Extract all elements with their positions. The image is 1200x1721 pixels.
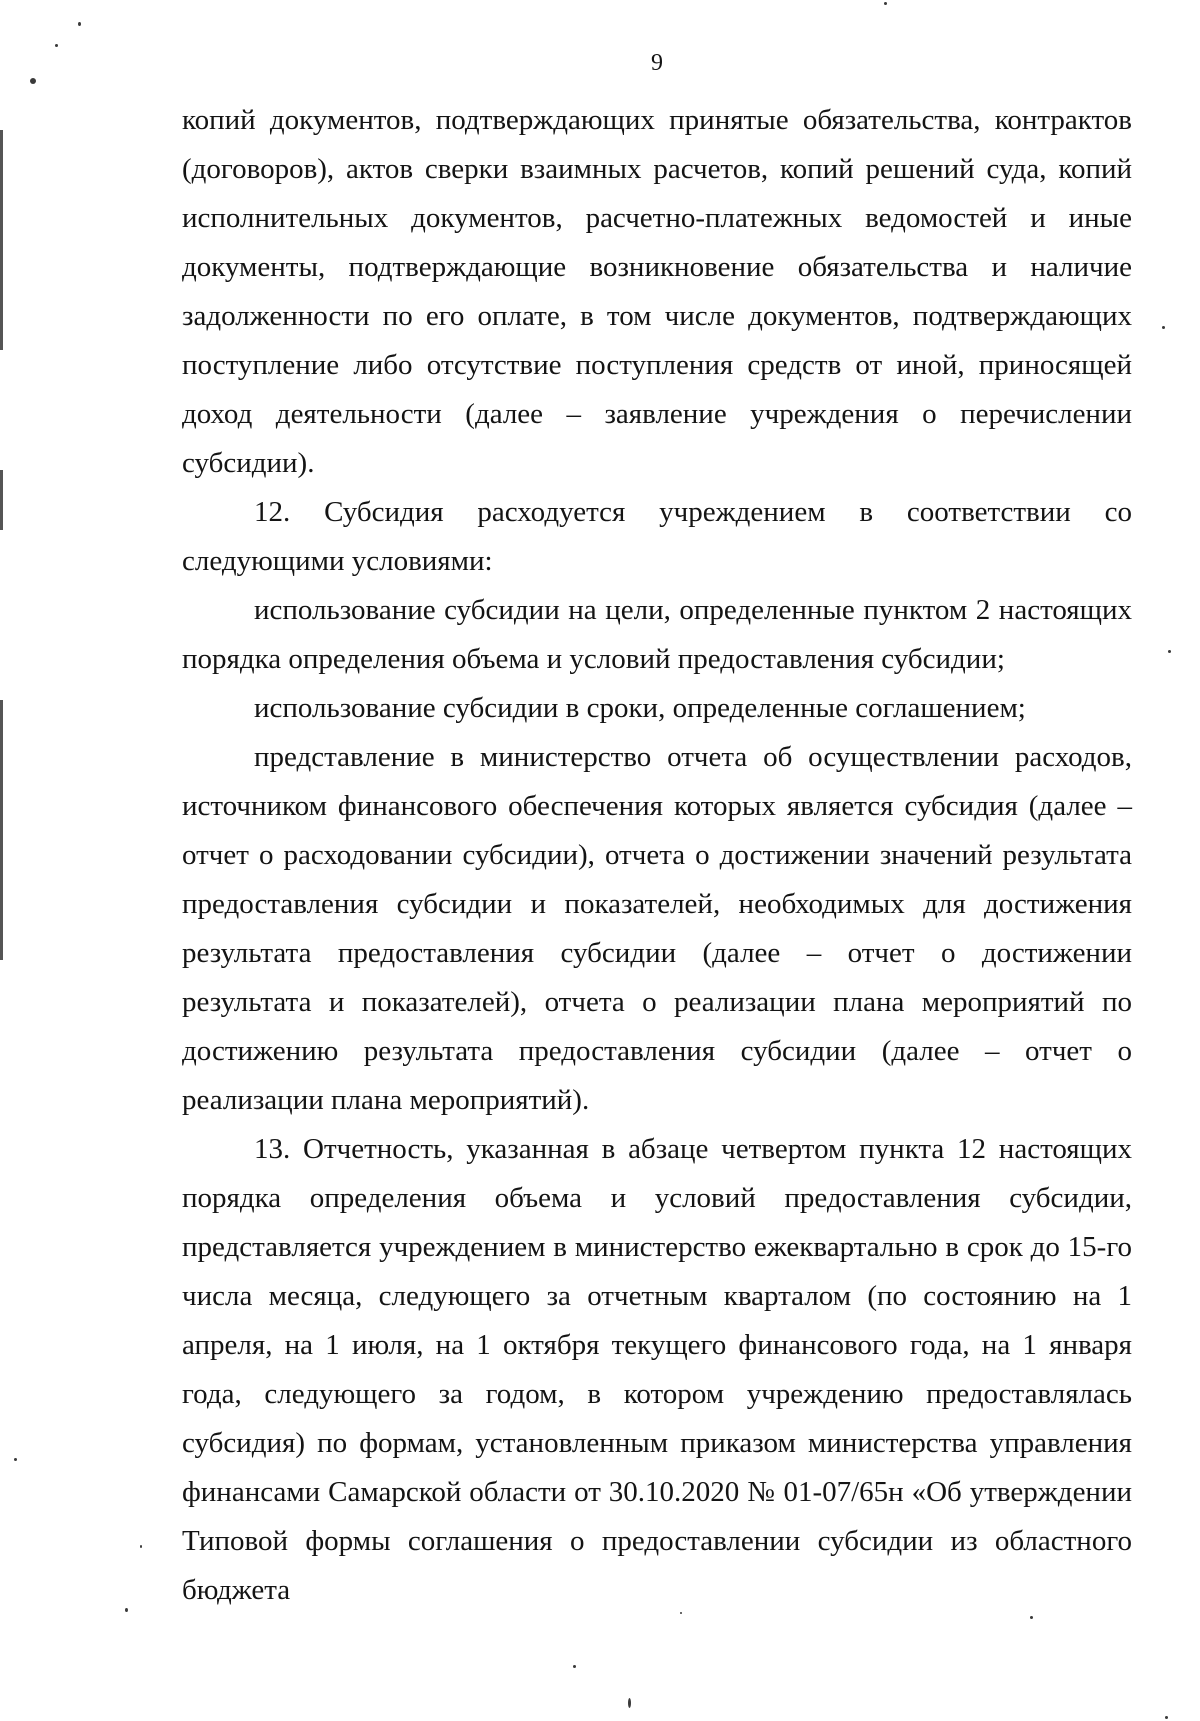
- scan-speck: [140, 1545, 142, 1548]
- paragraph-item-12: 12. Субсидия расходуется учреждением в соответствии со следующими условиями:: [182, 496, 1132, 577]
- scan-edge-mark: [0, 470, 3, 530]
- scan-speck: [125, 1608, 128, 1612]
- scan-speck: [628, 1698, 631, 1708]
- paragraph-continuation: копий документов, подтверждающих принятые обязательства, контрактов (договоров), актов сверки взаимных расчетов, копий решений суда, копий исполнительных документов, расчетно-платежных ведомостей и иные документы, подтверждающие возникновение обязательства и наличие задолженности по его оплате, в том числе документов, подтверждающих поступление либо отсутствие поступления средств от иной, приносящей доход деятельности (далее – заявление учреждения о перечислении субсидии).: [182, 104, 1132, 479]
- paragraph-item-13: 13. Отчетность, указанная в абзаце четвертом пункта 12 настоящих порядка определения объема и условий предоставления субсидии, представляется учреждением в министерство ежеквартально в срок до 15-го числа месяца, следующего за отчетным кварталом (по состоянию на 1 апреля, на 1 июля, на 1 октября текущего финансового года, на 1 января года, следующего за годом, в котором учреждению предоставлялась субсидия) по формам, установленным приказом министерства управления финансами Самарской области от 30.10.2020 № 01-07/65н «Об утверждении Типовой формы соглашения о предоставлении субсидии из областного бюджета: [182, 1133, 1132, 1606]
- scan-speck: [573, 1665, 576, 1668]
- scan-edge-mark: [0, 130, 3, 350]
- scan-speck: [78, 22, 81, 26]
- paragraph-condition-purpose: использование субсидии на цели, определенные пунктом 2 настоящих порядка определения объема и условий предоставления субсидии;: [182, 594, 1132, 675]
- scan-speck: [1030, 1616, 1033, 1619]
- page-number: 9: [651, 50, 663, 76]
- scan-edge-mark: [0, 700, 3, 960]
- scan-speck: [30, 78, 36, 84]
- paragraph-condition-terms: использование субсидии в сроки, определенные соглашением;: [254, 692, 1026, 724]
- scan-speck: [14, 1458, 17, 1461]
- scan-speck: [1165, 1716, 1168, 1719]
- scan-speck: [1168, 650, 1171, 653]
- scan-speck: [884, 2, 887, 5]
- scan-speck: [1162, 326, 1165, 329]
- document-body: [182, 96, 1132, 1615]
- paragraph-condition-reports: представление в министерство отчета об осуществлении расходов, источником финансового обеспечения которых является субсидия (далее – отчет о расходовании субсидии), отчета о достижении значений результата предоставления субсидии и показателей, необходимых для достижения результата предоставления субсидии (далее – отчет о достижении результата и показателей), отчета о реализации плана мероприятий по достижению результата предоставления субсидии (далее – отчет о реализации плана мероприятий).: [182, 741, 1132, 1116]
- scan-speck: [55, 44, 58, 47]
